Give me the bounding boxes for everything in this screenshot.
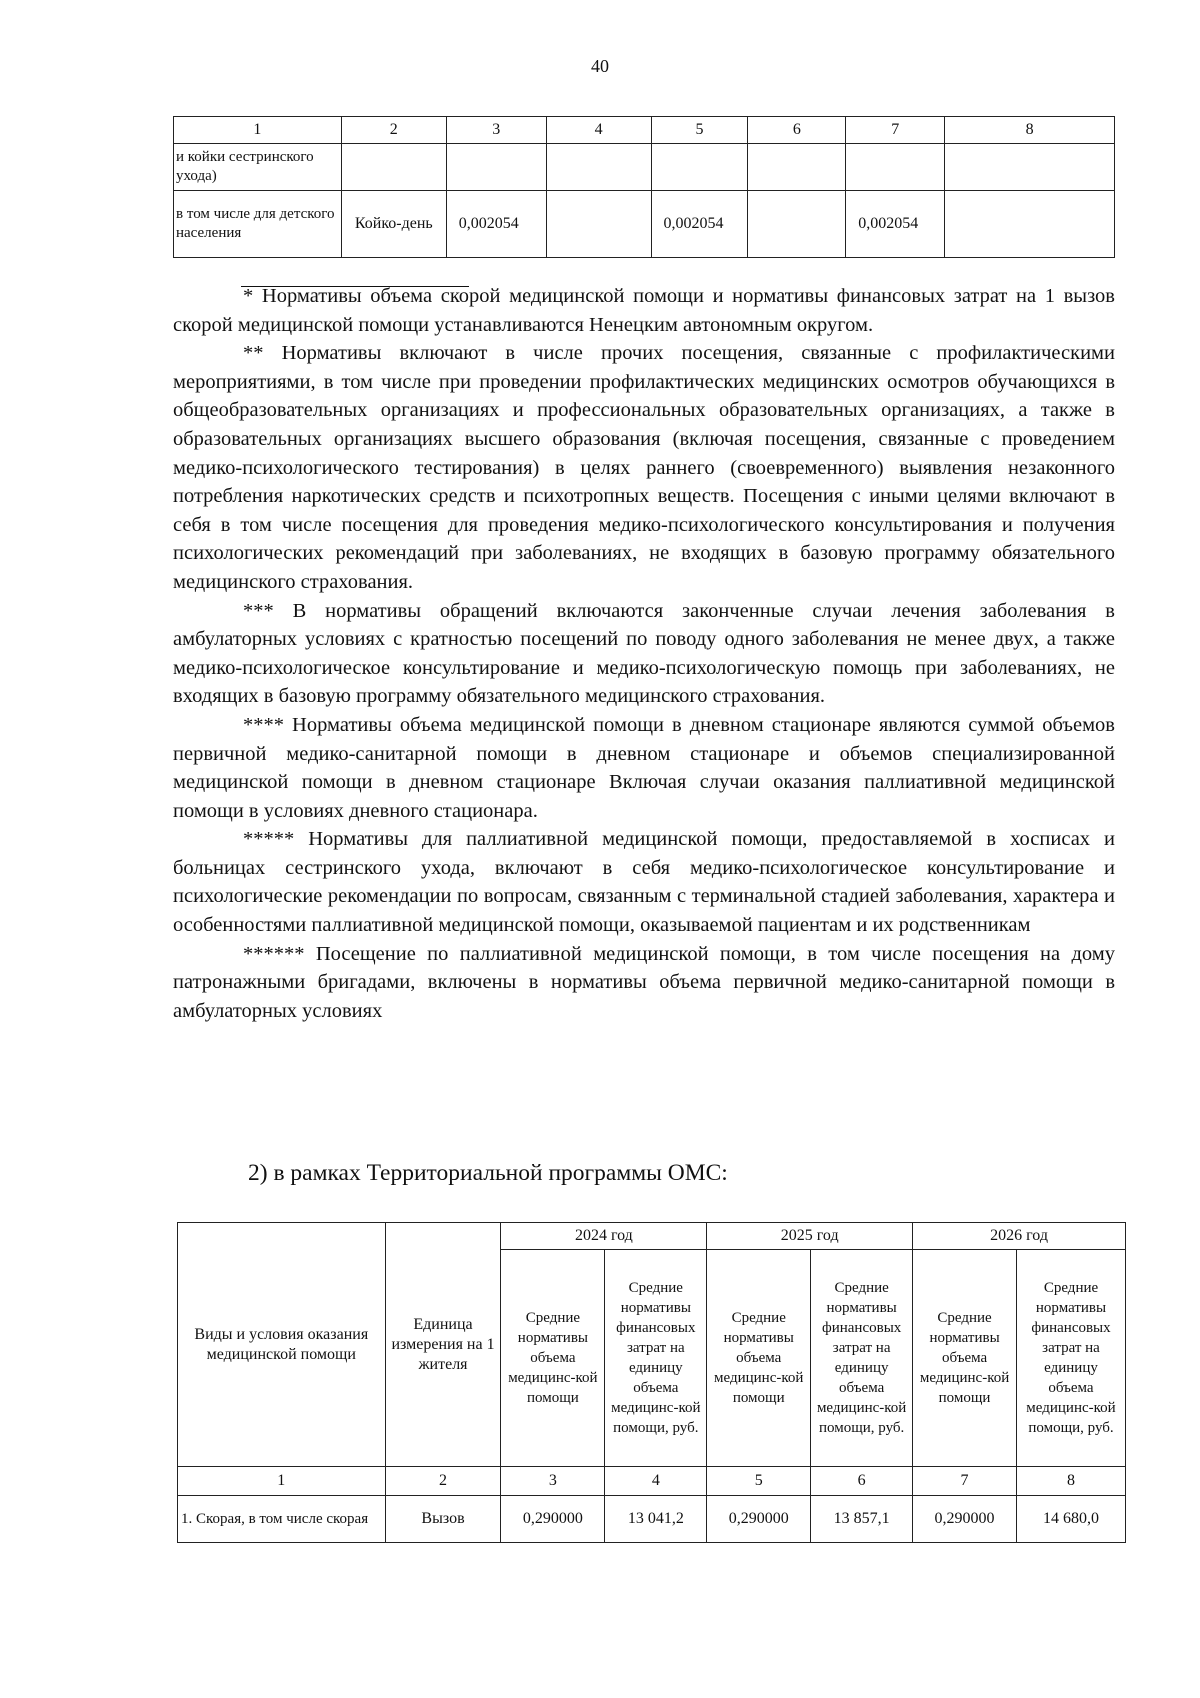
- table-cell: [748, 144, 846, 191]
- table-row: [174, 144, 1115, 191]
- year-header: 2024 год: [501, 1223, 707, 1250]
- table-cell: 0,290000: [913, 1496, 1017, 1543]
- table-cell: [945, 144, 1115, 191]
- column-number: 3: [446, 117, 546, 144]
- footnote: *** В нормативы обращений включаются законченные случаи лечения заболевания в амбулаторных условиях с кратностью посещений по поводу одного заболевания не менее двух, а также медико-психологическое консультирование и медико-психологическую помощь при заболеваниях, не входящих в базовую программу обязательного медицинского страхования.: [173, 599, 1115, 708]
- footnote: ***** Нормативы для паллиативной медицинской помощи, предоставляемой в хосписах и больницах сестринского ухода, включают в себя медико-психологическое консультирование и психологические рекомендации по вопросам, связанным с терминальной стадией заболевания, характера и особенностями паллиативной медицинской помощи, оказываемой пациентам и их родственникам: [173, 828, 1115, 937]
- table-cell: [546, 144, 651, 191]
- column-number: 6: [811, 1467, 913, 1496]
- table-cell: 0,290000: [707, 1496, 811, 1543]
- row-label: и койки сестринского ухода): [174, 144, 342, 191]
- table-cell: [546, 191, 651, 258]
- table-cell: [846, 144, 945, 191]
- footnote: ****** Посещение по паллиативной медицинской помощи, в том числе посещения на дому патронажными бригадами, включены в нормативы объема первичной медико-санитарной помощи в амбулаторных условиях: [173, 942, 1115, 1022]
- row-label: 1. Скорая, в том числе скорая: [178, 1496, 386, 1543]
- table-row: [178, 1496, 1126, 1543]
- table-row: [174, 191, 1115, 258]
- table-cell: 13 041,2: [605, 1496, 707, 1543]
- year-header: 2025 год: [707, 1223, 913, 1250]
- subheader-cost: Средние нормативы финансовых затрат на единицу объема медицинс-кой помощи, руб.: [605, 1250, 707, 1467]
- column-number: 4: [546, 117, 651, 144]
- unit-cell: Койко-день: [341, 191, 446, 258]
- column-number: 2: [385, 1467, 501, 1496]
- year-header: 2026 год: [913, 1223, 1126, 1250]
- table-cell: 13 857,1: [811, 1496, 913, 1543]
- column-number: 2: [341, 117, 446, 144]
- table-cell: [651, 144, 748, 191]
- continued-table: [173, 116, 1115, 258]
- page-number: 40: [591, 56, 609, 76]
- subheader-cost: Средние нормативы финансовых затрат на единицу объема медицинс-кой помощи, руб.: [1017, 1250, 1126, 1467]
- footnotes: [173, 282, 1115, 1025]
- column-number: 8: [945, 117, 1115, 144]
- column-number: 4: [605, 1467, 707, 1496]
- table-header-row: [174, 117, 1115, 144]
- oms-normatives-table: [177, 1222, 1126, 1543]
- column-number: 1: [174, 117, 342, 144]
- column-number: 1: [178, 1467, 386, 1496]
- footnote: **** Нормативы объема медицинской помощи в дневном стационаре являются суммой объемов первичной медико-санитарной помощи в дневном стационаре и объемов специализированной медицинской помощи в дневном стационаре Включая случаи оказания паллиативной медицинской помощи в условиях дневного стационара.: [173, 713, 1115, 822]
- subheader-volume: Средние нормативы объема медицинс-кой помощи: [707, 1250, 811, 1467]
- table-cell: 14 680,0: [1017, 1496, 1126, 1543]
- column-number: 5: [651, 117, 748, 144]
- year-header-row: [178, 1223, 1126, 1250]
- table-cell: 0,002054: [846, 191, 945, 258]
- table-cell: [748, 191, 846, 258]
- subheader-volume: Средние нормативы объема медицинс-кой помощи: [913, 1250, 1017, 1467]
- column-number: 3: [501, 1467, 605, 1496]
- column-number: 7: [846, 117, 945, 144]
- column-header-unit: Единица измерения на 1 жителя: [385, 1223, 501, 1467]
- subheader-volume: Средние нормативы объема медицинс-кой помощи: [501, 1250, 605, 1467]
- unit-cell: Вызов: [385, 1496, 501, 1543]
- row-label: в том числе для детского населения: [174, 191, 342, 258]
- column-number: 5: [707, 1467, 811, 1496]
- subheader-cost: Средние нормативы финансовых затрат на единицу объема медицинс-кой помощи, руб.: [811, 1250, 913, 1467]
- column-header-types: Виды и условия оказания медицинской помощи: [178, 1223, 386, 1467]
- column-number-row: [178, 1467, 1126, 1496]
- table-cell: [945, 191, 1115, 258]
- footnote: * Нормативы объема скорой медицинской помощи и нормативы финансовых затрат на 1 вызов скорой медицинской помощи устанавливаются Ненецким автономным округом.: [173, 285, 1115, 336]
- column-number: 8: [1017, 1467, 1126, 1496]
- footnote: ** Нормативы включают в числе прочих посещения, связанные с профилактическими мероприятиями, в том числе при проведении профилактических медицинских осмотров обучающихся в общеобразовательных организациях и профессиональных образовательных организациях, а также в образовательных организациях высшего образования (включая посещения, связанные с проведением медико-психологического тестирования) в целях раннего (своевременного) выявления незаконного потребления наркотических средств и психотропных веществ. Посещения с иными целями включают в себя в том числе посещения для проведения медико-психологического консультирования и получения психологических рекомендаций при заболеваниях, не входящих в базовую программу обязательного медицинского страхования.: [173, 342, 1115, 593]
- table-cell: 0,002054: [651, 191, 748, 258]
- column-number: 6: [748, 117, 846, 144]
- table-cell: 0,290000: [501, 1496, 605, 1543]
- table-cell: [341, 144, 446, 191]
- column-number: 7: [913, 1467, 1017, 1496]
- section-heading: 2) в рамках Территориальной программы ОМС:: [248, 1160, 728, 1186]
- table-cell: 0,002054: [446, 191, 546, 258]
- table-cell: [446, 144, 546, 191]
